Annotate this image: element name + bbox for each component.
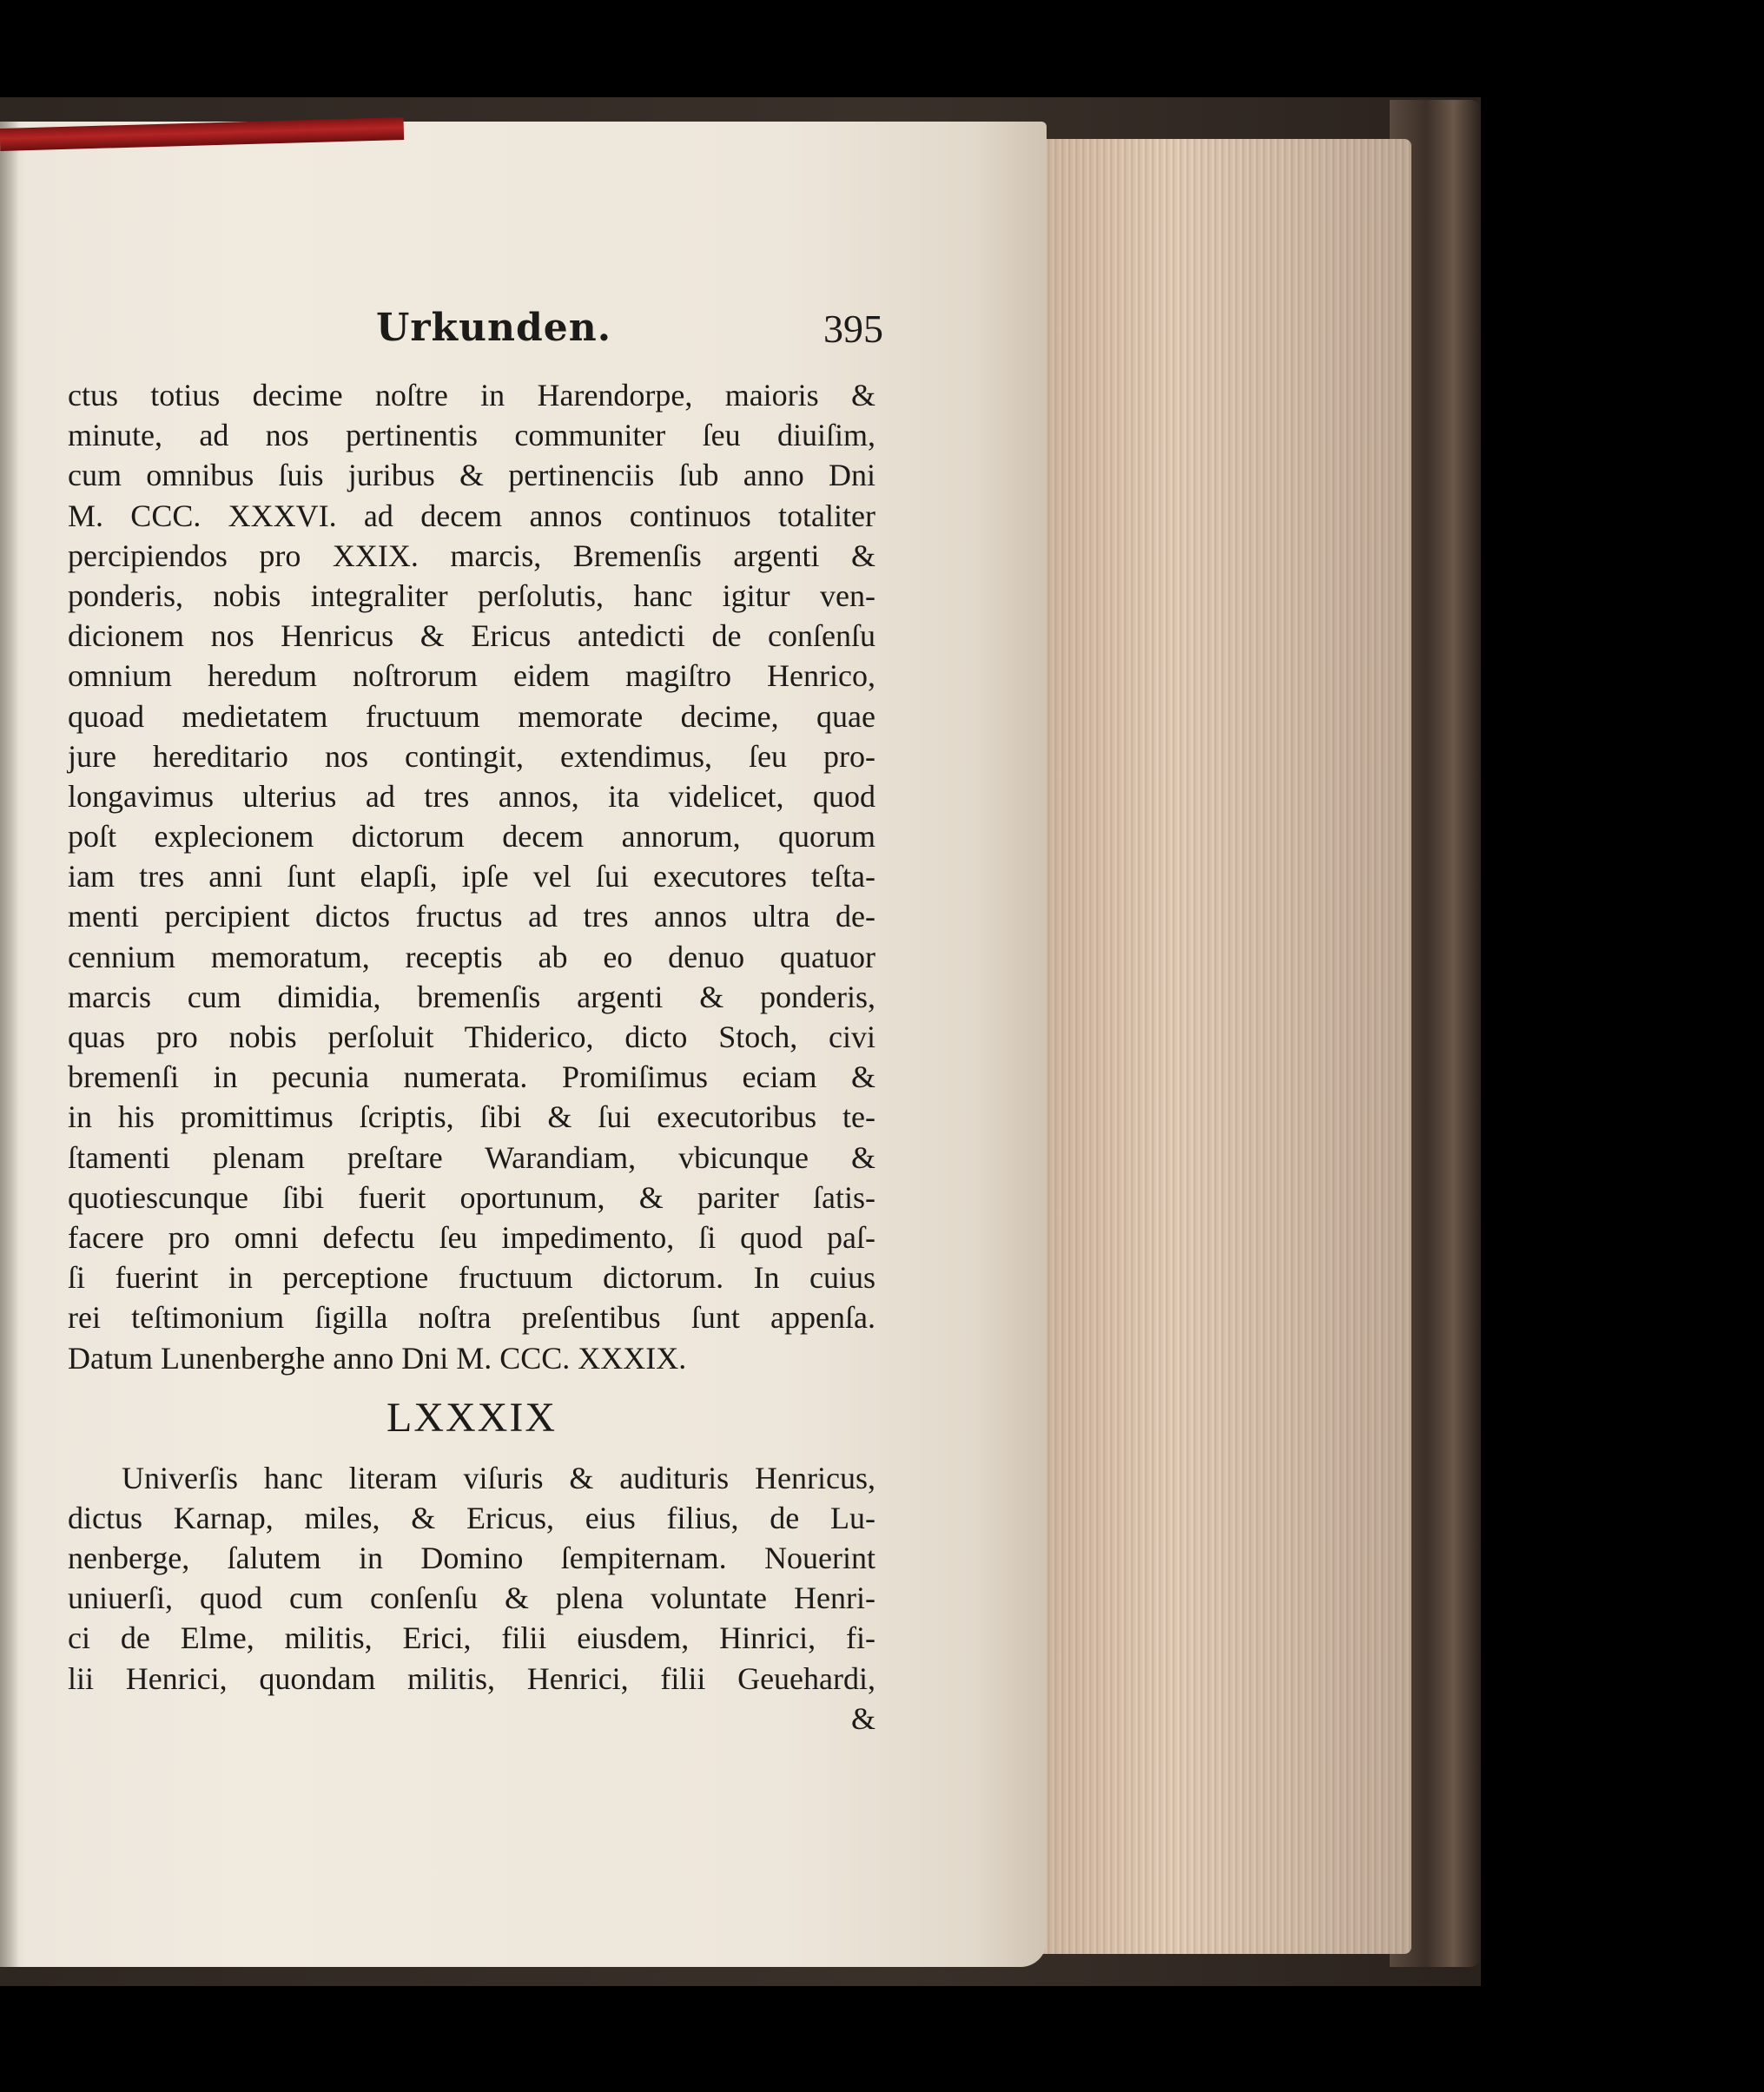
section-body	[68, 1458, 875, 1739]
text-line: quas pro nobis perſoluit Thiderico, dicto Stoch, civi	[68, 1020, 875, 1054]
page-text	[68, 306, 883, 1739]
text-line: longavimus ulterius ad tres annos, ita videlicet, quod	[68, 778, 875, 814]
running-title: Urkunden.	[376, 306, 612, 350]
text-line: M. CCC. XXXVI. ad decem annos continuos totaliter	[68, 498, 875, 533]
text-line: ſtamenti plenam preſtare Warandiam, vbicunque &	[68, 1139, 875, 1175]
text-line: percipiendos pro XXIX. marcis, Bremenſis argenti &	[68, 538, 875, 573]
text-line: dictus Karnap, miles, & Ericus, eius filius, de Lu-	[68, 1500, 875, 1535]
text-line: quoad medietatem fructuum memorate decime, quae	[68, 698, 875, 734]
text-line: jure hereditario nos contingit, extendimus, ſeu pro-	[68, 738, 875, 774]
text-line: iam tres anni ſunt elapſi, ipſe vel ſui executores teſta-	[68, 859, 875, 894]
running-head	[68, 306, 883, 375]
page-stack-shading	[1016, 139, 1411, 1954]
text-line: ci de Elme, militis, Erici, filii eiusdem, Hinrici, fi-	[68, 1620, 875, 1656]
text-line: quotiescunque ſibi fuerit oportunum, & pariter ſatis-	[68, 1179, 875, 1215]
text-line: minute, ad nos pertinentis communiter ſeu diuiſim,	[68, 418, 875, 453]
text-line: in his promittimus ſcriptis, ſibi & ſui executoribus te-	[68, 1099, 875, 1135]
text-line: cum omnibus ſuis juribus & pertinenciis ſub anno Dni	[68, 458, 875, 493]
text-line: ctus totius decime noſtre in Harendorpe, maioris &	[68, 378, 875, 412]
text-line: lii Henrici, quondam militis, Henrici, filii Geuehardi,	[68, 1660, 875, 1696]
section-heading: LXXXIX	[386, 1394, 557, 1441]
text-line: bremenſi in pecunia numerata. Promiſimus eciam &	[68, 1059, 875, 1095]
document-body	[68, 375, 875, 1378]
text-line: uniuerſi, quod cum conſenſu & plena voluntate Henri-	[68, 1581, 875, 1616]
text-line: ſi fuerint in perceptione fructuum dictorum. In cuius	[68, 1260, 875, 1296]
text-line: menti percipient dictos fructus ad tres annos ultra de-	[68, 899, 875, 934]
text-line: omnium heredum noſtrorum eidem magiſtro Henrico,	[68, 658, 875, 694]
text-line: facere pro omni defectu ſeu impedimento, ſi quod paſ-	[68, 1219, 875, 1255]
text-line: dicionem nos Henricus & Ericus antedicti de conſenſu	[68, 618, 875, 654]
text-line: Datum Lunenberghe anno Dni M. CCC. XXXIX.	[68, 1340, 687, 1376]
text-line: poſt explecionem dictorum decem annorum, quorum	[68, 819, 875, 855]
page-number: 395	[823, 307, 883, 351]
text-line: ponderis, nobis integraliter perſolutis, hanc igitur ven-	[68, 577, 875, 613]
text-line: cennium memoratum, receptis ab eo denuo quatuor	[68, 939, 875, 974]
catchword: &	[850, 1700, 875, 1736]
text-line: rei teſtimonium ſigilla noſtra preſentibus ſunt appenſa.	[68, 1300, 875, 1336]
text-line: marcis cum dimidia, bremenſis argenti & ponderis,	[68, 979, 875, 1014]
page-gutter-shadow	[0, 122, 19, 1967]
text-line: Univerſis hanc literam viſuris & audituris Henricus,	[122, 1460, 875, 1495]
text-line: nenberge, ſalutem in Domino ſempiternam. Nouerint	[68, 1541, 875, 1576]
